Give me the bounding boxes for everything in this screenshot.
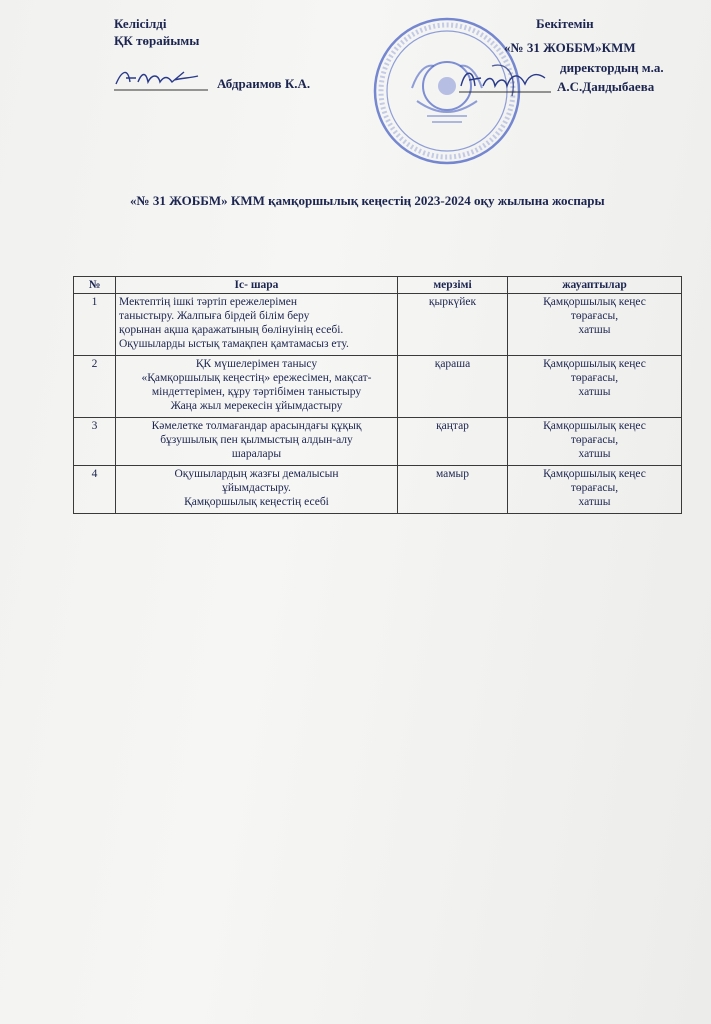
left-signature bbox=[112, 64, 212, 94]
responsible-line: хатшы bbox=[578, 386, 611, 398]
responsible-line: Қамқоршылық кеңес bbox=[543, 468, 646, 480]
activity-line: таныстыру. Жалпыға бірдей білім беру bbox=[119, 310, 310, 322]
document-title: «№ 31 ЖОББМ» КММ қамқоршылық кеңестің 2023-2024 оқу жылына жоспары bbox=[130, 193, 605, 208]
agreed-label: Келісілді bbox=[114, 16, 167, 31]
header-activity: Іс- шара bbox=[116, 277, 398, 294]
activity-line: «Қамқоршылық кеңестің» ережесімен, мақсат- bbox=[141, 372, 372, 384]
row-activity bbox=[116, 418, 398, 466]
right-position: директордың м.а. bbox=[560, 60, 664, 75]
row-number: 2 bbox=[74, 356, 116, 418]
activity-line: бұзушылық пен қылмыстың алдын-алу bbox=[160, 434, 353, 446]
left-position: ҚК төрайымы bbox=[114, 33, 200, 48]
activity-line: Оқушыларды ыстық тамақпен қамтамасыз ету. bbox=[119, 338, 349, 350]
row-number: 4 bbox=[74, 466, 116, 514]
header-deadline: мерзімі bbox=[398, 277, 508, 294]
activity-line: Мектептің ішкі тәртіп ережелерімен bbox=[119, 296, 298, 308]
row-activity bbox=[116, 294, 398, 356]
responsible-line: төрағасы, bbox=[570, 372, 619, 384]
header-responsible: жауаптылар bbox=[508, 277, 682, 294]
row-responsible bbox=[508, 294, 682, 356]
activity-line: Қамқоршылық кеңестің есебі bbox=[184, 496, 329, 508]
right-signature bbox=[455, 64, 555, 98]
row-deadline: мамыр bbox=[398, 466, 508, 514]
table-row bbox=[74, 294, 682, 356]
row-responsible bbox=[508, 356, 682, 418]
row-number: 1 bbox=[74, 294, 116, 356]
activity-line: ұйымдастыру. bbox=[222, 482, 291, 494]
responsible-line: хатшы bbox=[578, 324, 611, 336]
row-deadline: қаңтар bbox=[398, 418, 508, 466]
row-activity bbox=[116, 356, 398, 418]
activity-line: ҚК мүшелерімен танысу bbox=[195, 358, 318, 370]
responsible-line: хатшы bbox=[578, 496, 611, 508]
row-responsible bbox=[508, 466, 682, 514]
row-deadline: қыркүйек bbox=[398, 294, 508, 356]
activity-line: шаралары bbox=[231, 448, 282, 460]
activity-line: Оқушылардың жазғы демалысын bbox=[174, 468, 339, 480]
table-row bbox=[74, 466, 682, 514]
row-responsible bbox=[508, 418, 682, 466]
responsible-line: хатшы bbox=[578, 448, 611, 460]
left-name: Абдраимов К.А. bbox=[217, 76, 311, 91]
approved-label: Бекітемін bbox=[536, 16, 594, 31]
activity-line: Кәмелетке толмағандар арасындағы құқық bbox=[151, 420, 362, 432]
responsible-line: төрағасы, bbox=[570, 482, 619, 494]
responsible-line: Қамқоршылық кеңес bbox=[543, 358, 646, 370]
row-activity bbox=[116, 466, 398, 514]
table-row bbox=[74, 356, 682, 418]
right-name: А.С.Дандыбаева bbox=[557, 79, 655, 94]
activity-line: Жаңа жыл мерекесін ұйымдастыру bbox=[170, 400, 343, 412]
activity-line: міндеттерімен, құру тәртібімен таныстыру bbox=[151, 386, 362, 398]
row-number: 3 bbox=[74, 418, 116, 466]
plan-table bbox=[73, 276, 682, 514]
responsible-line: Қамқоршылық кеңес bbox=[543, 420, 646, 432]
activity-line: қорынан ақша қаражатының бөлінуінің есебі. bbox=[119, 324, 344, 336]
responsible-line: төрағасы, bbox=[570, 434, 619, 446]
table-header-row bbox=[74, 277, 682, 294]
table-row bbox=[74, 418, 682, 466]
header-number: № bbox=[74, 277, 116, 294]
row-deadline: қараша bbox=[398, 356, 508, 418]
responsible-line: Қамқоршылық кеңес bbox=[543, 296, 646, 308]
right-org: «№ 31 ЖОББМ»КММ bbox=[504, 40, 636, 55]
responsible-line: төрағасы, bbox=[570, 310, 619, 322]
